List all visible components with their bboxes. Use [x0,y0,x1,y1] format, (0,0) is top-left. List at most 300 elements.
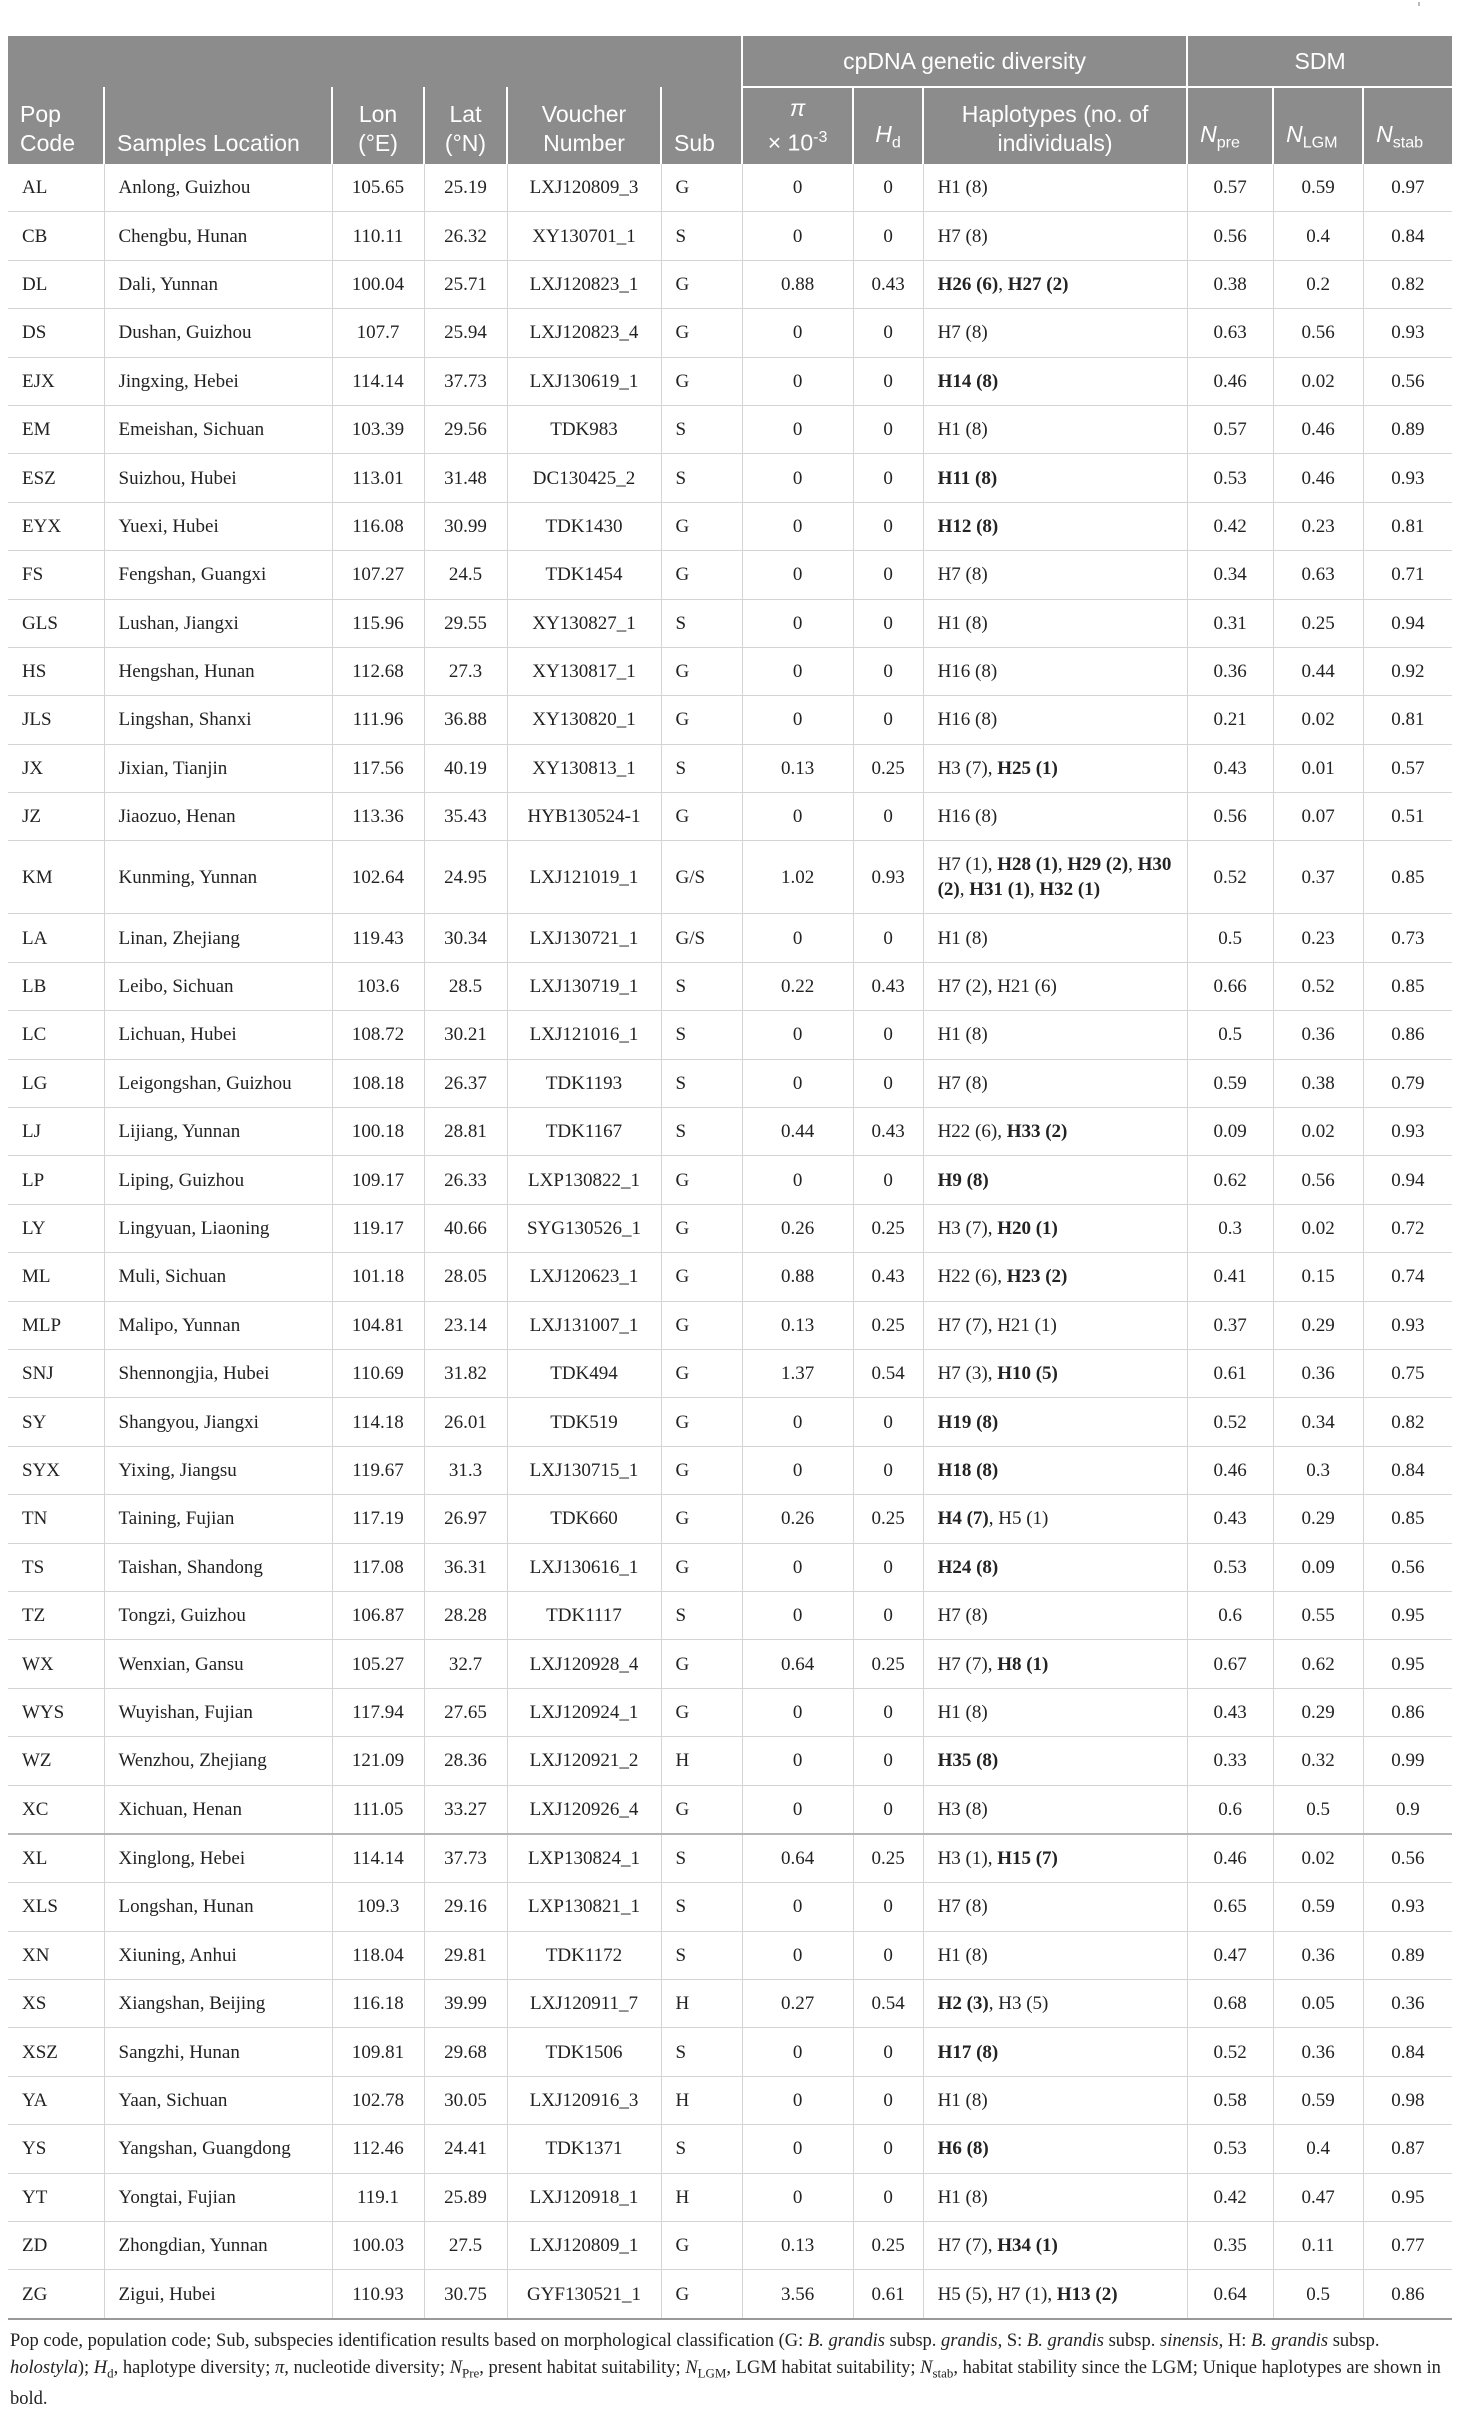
pi-cell: 0 [742,1883,853,1931]
haplotype: H12 (8) [937,515,999,537]
npre-cell: 0.37 [1187,1301,1273,1349]
nstab-cell: 0.89 [1363,405,1452,453]
npre-cell: 0.52 [1187,2028,1273,2076]
lon-cell: 105.65 [332,164,424,212]
nstab-cell: 0.79 [1363,1059,1452,1107]
nlgm-cell: 0.02 [1273,1204,1363,1252]
location-cell: Lingshan, Shanxi [104,696,332,744]
nstab-cell: 0.75 [1363,1349,1452,1397]
pop-code-cell: LA [8,914,104,962]
voucher-cell: XY130701_1 [507,212,661,260]
lon-cell: 112.68 [332,647,424,695]
hd-cell: 0.25 [853,2222,923,2270]
table-header [8,36,1452,164]
location-cell: Zhongdian, Yunnan [104,2222,332,2270]
haplotypes-cell: H7 (7), H21 (1) [923,1301,1187,1349]
haplotypes-cell [923,1737,1187,1785]
npre-cell: 0.5 [1187,914,1273,962]
nlgm-cell: 0.52 [1273,962,1363,1010]
haplotype: H7 (8) [937,225,988,247]
hd-cell: 0 [853,309,923,357]
nstab-cell: 0.86 [1363,2270,1452,2319]
hd-cell: 0.54 [853,1349,923,1397]
table-row [8,260,1452,308]
pi-cell: 0 [742,2028,853,2076]
hd-cell: 0 [853,1737,923,1785]
pop-code-cell: TS [8,1543,104,1591]
nlgm-cell: 0.59 [1273,1883,1363,1931]
sub-cell: G [661,696,742,744]
lon-cell: 111.05 [332,1785,424,1834]
sub-cell: H [661,2076,742,2124]
table-row [8,1108,1452,1156]
lat-cell: 30.34 [424,914,507,962]
haplotype: H3 (1) [937,1848,988,1870]
pi-cell: 0 [742,1446,853,1494]
table-row [8,1156,1452,1204]
lon-cell: 117.19 [332,1495,424,1543]
nstab-cell: 0.82 [1363,1398,1452,1446]
hd-cell: 0 [853,1446,923,1494]
hd-cell: 0 [853,2125,923,2173]
location-cell: Yangshan, Guangdong [104,2125,332,2173]
voucher-cell: LXJ130715_1 [507,1446,661,1494]
lon-cell: 108.72 [332,1011,424,1059]
table-row [8,2270,1452,2319]
haplotype: H14 (8) [937,370,999,392]
lon-cell: 100.03 [332,2222,424,2270]
nstab-cell: 0.94 [1363,1156,1452,1204]
table-row [8,357,1452,405]
haplotype: H2 (3) [937,1993,989,2015]
nlgm-cell: 0.09 [1273,1543,1363,1591]
nstab-cell: 0.71 [1363,551,1452,599]
lon-cell: 113.36 [332,793,424,841]
lat-cell: 25.71 [424,260,507,308]
sub-cell: G [661,1398,742,1446]
table-row [8,1204,1452,1252]
lat-cell: 30.75 [424,2270,507,2319]
header-lon: Lon (°E) [332,87,424,164]
location-cell: Kunming, Yunnan [104,841,332,914]
pi-cell: 0.22 [742,962,853,1010]
pi-cell: 0 [742,502,853,550]
haplotype: H1 (8) [937,612,988,634]
lat-cell: 36.88 [424,696,507,744]
haplotype: H3 (5) [998,1993,1049,2015]
pop-code-cell: KM [8,841,104,914]
lon-cell: 119.43 [332,914,424,962]
location-cell: Lingyuan, Liaoning [104,1204,332,1252]
location-cell: Wuyishan, Fujian [104,1688,332,1736]
haplotypes-cell [923,502,1187,550]
npre-cell: 0.52 [1187,841,1273,914]
location-cell: Jingxing, Hebei [104,357,332,405]
nstab-cell: 0.95 [1363,1640,1452,1688]
npre-cell: 0.63 [1187,309,1273,357]
hd-cell: 0 [853,696,923,744]
table-row [8,1446,1452,1494]
pi-cell: 0 [742,793,853,841]
pop-code-cell: EM [8,405,104,453]
location-cell: Emeishan, Sichuan [104,405,332,453]
lat-cell: 25.19 [424,164,507,212]
haplotype: H25 (1) [997,757,1058,779]
voucher-cell: XY130827_1 [507,599,661,647]
lon-cell: 109.3 [332,1883,424,1931]
voucher-cell: LXP130824_1 [507,1834,661,1883]
voucher-cell: TDK1117 [507,1591,661,1639]
haplotype: H10 (5) [997,1363,1058,1385]
lat-cell: 37.73 [424,357,507,405]
table-row [8,1785,1452,1834]
pop-code-cell: HS [8,647,104,695]
sub-cell: H [661,1737,742,1785]
lon-cell: 107.7 [332,309,424,357]
nlgm-cell: 0.59 [1273,164,1363,212]
pi-cell: 0 [742,164,853,212]
npre-cell: 0.43 [1187,1495,1273,1543]
location-cell: Jixian, Tianjin [104,744,332,792]
pi-cell: 0 [742,454,853,502]
haplotype: H7 (8) [937,1072,988,1094]
haplotypes-cell [923,2028,1187,2076]
voucher-cell: DC130425_2 [507,454,661,502]
nstab-cell: 0.92 [1363,647,1452,695]
haplotypes-cell: H7 (7), H8 (1) [923,1640,1187,1688]
nlgm-cell: 0.63 [1273,551,1363,599]
pi-cell: 0 [742,309,853,357]
pi-cell: 0.26 [742,1204,853,1252]
pi-cell: 0 [742,1591,853,1639]
pop-code-cell: TN [8,1495,104,1543]
nstab-cell: 0.81 [1363,502,1452,550]
nlgm-cell: 0.15 [1273,1253,1363,1301]
lon-cell: 103.39 [332,405,424,453]
hd-cell: 0.61 [853,2270,923,2319]
npre-cell: 0.46 [1187,1446,1273,1494]
pi-cell: 0 [742,1543,853,1591]
haplotype: H35 (8) [937,1750,999,1772]
npre-cell: 0.66 [1187,962,1273,1010]
location-cell: Yixing, Jiangsu [104,1446,332,1494]
npre-cell: 0.56 [1187,212,1273,260]
pi-cell: 0.64 [742,1640,853,1688]
sub-cell: S [661,1011,742,1059]
lon-cell: 116.18 [332,1980,424,2028]
lon-cell: 110.11 [332,212,424,260]
table-row [8,1931,1452,1979]
nlgm-cell: 0.37 [1273,841,1363,914]
nstab-cell: 0.72 [1363,1204,1452,1252]
location-cell: Jiaozuo, Henan [104,793,332,841]
pop-code-cell: YT [8,2173,104,2221]
location-cell: Linan, Zhejiang [104,914,332,962]
pi-cell: 0.44 [742,1108,853,1156]
npre-cell: 0.34 [1187,551,1273,599]
location-cell: Liping, Guizhou [104,1156,332,1204]
pop-code-cell: JLS [8,696,104,744]
location-cell: Xiangshan, Beijing [104,1980,332,2028]
lon-cell: 115.96 [332,599,424,647]
table-row [8,1495,1452,1543]
location-cell: Lushan, Jiangxi [104,599,332,647]
haplotype: H7 (8) [937,564,988,586]
haplotypes-cell: H22 (6), H23 (2) [923,1253,1187,1301]
hd-cell: 0 [853,212,923,260]
hd-cell: 0 [853,2028,923,2076]
haplotypes-cell [923,1398,1187,1446]
sub-cell: G/S [661,914,742,962]
table-row [8,1688,1452,1736]
lat-cell: 25.89 [424,2173,507,2221]
hd-cell: 0.43 [853,260,923,308]
nlgm-cell: 0.36 [1273,1011,1363,1059]
pop-code-cell: XL [8,1834,104,1883]
hd-cell: 0.25 [853,1834,923,1883]
table-row [8,1591,1452,1639]
haplotype: H28 (1) [997,854,1058,876]
hd-cell: 0 [853,1931,923,1979]
haplotypes-cell [923,2125,1187,2173]
table-row [8,454,1452,502]
lon-cell: 112.46 [332,2125,424,2173]
nlgm-cell: 0.23 [1273,914,1363,962]
npre-cell: 0.68 [1187,1980,1273,2028]
pop-code-cell: SY [8,1398,104,1446]
hd-cell: 0.54 [853,1980,923,2028]
nlgm-cell: 0.3 [1273,1446,1363,1494]
lon-cell: 113.01 [332,454,424,502]
hd-cell: 0 [853,2173,923,2221]
nlgm-cell: 0.02 [1273,1108,1363,1156]
nlgm-cell: 0.5 [1273,1785,1363,1834]
npre-cell: 0.53 [1187,454,1273,502]
voucher-cell: LXJ120918_1 [507,2173,661,2221]
npre-cell: 0.57 [1187,164,1273,212]
npre-cell: 0.42 [1187,2173,1273,2221]
nstab-cell: 0.84 [1363,1446,1452,1494]
pi-cell: 0 [742,551,853,599]
npre-cell: 0.64 [1187,2270,1273,2319]
pi-cell: 0 [742,1688,853,1736]
voucher-cell: TDK1172 [507,1931,661,1979]
table-row [8,599,1452,647]
pi-cell: 0 [742,1737,853,1785]
voucher-cell: XY130817_1 [507,647,661,695]
voucher-cell: TDK1371 [507,2125,661,2173]
footnote: Pop code, population code; Sub, subspecies identification results based on morphological classification (G: B. grandis subsp. grandis, S: B. grandis subsp. sinensis, H: B. grandis subsp. holostyla); $H_d$, haplotype diversity; π, nucleotide diversity; $N_{Pre}$, present habitat suitability; $N_{LGM}$, LGM habitat suitability; $N_{stab}$, habitat stability since the LGM; Unique haplotypes are shown in bold. [10,2330,1441,2410]
haplotype: H7 (8) [937,1605,988,1627]
nlgm-cell: 0.36 [1273,2028,1363,2076]
pop-code-cell: XS [8,1980,104,2028]
nstab-cell: 0.73 [1363,914,1452,962]
haplotype: H30 (2) [937,854,1172,901]
lat-cell: 29.16 [424,1883,507,1931]
hd-cell: 0 [853,599,923,647]
lon-cell: 102.64 [332,841,424,914]
lon-cell: 109.17 [332,1156,424,1204]
hd-cell: 0 [853,454,923,502]
location-cell: Lichuan, Hubei [104,1011,332,1059]
sub-cell: S [661,1591,742,1639]
pop-code-cell: YS [8,2125,104,2173]
hd-cell: 0 [853,647,923,695]
npre-cell: 0.42 [1187,502,1273,550]
hd-cell: 0.25 [853,1640,923,1688]
voucher-cell: TDK519 [507,1398,661,1446]
pop-code-cell: WZ [8,1737,104,1785]
nlgm-cell: 0.56 [1273,1156,1363,1204]
haplotypes-cell [923,599,1187,647]
lat-cell: 31.3 [424,1446,507,1494]
lon-cell: 116.08 [332,502,424,550]
sub-cell: G [661,1688,742,1736]
voucher-cell: HYB130524-1 [507,793,661,841]
voucher-cell: LXJ131007_1 [507,1301,661,1349]
pi-cell: 0 [742,1398,853,1446]
location-cell: Yaan, Sichuan [104,2076,332,2124]
pi-cell: 0 [742,2125,853,2173]
location-cell: Wenxian, Gansu [104,1640,332,1688]
pop-code-cell: DL [8,260,104,308]
pi-cell: 0.13 [742,2222,853,2270]
npre-cell: 0.3 [1187,1204,1273,1252]
lon-cell: 117.94 [332,1688,424,1736]
sub-cell: G [661,1301,742,1349]
haplotypes-cell: H3 (7), H20 (1) [923,1204,1187,1252]
table-row [8,502,1452,550]
pi-cell: 0 [742,696,853,744]
lat-cell: 23.14 [424,1301,507,1349]
table-row [8,1543,1452,1591]
nlgm-cell: 0.36 [1273,1931,1363,1979]
table-row [8,793,1452,841]
header-group-sdm: SDM [1187,36,1452,87]
header-voucher: Voucher Number [507,87,661,164]
hd-cell: 0 [853,1883,923,1931]
lat-cell: 29.81 [424,1931,507,1979]
nstab-cell: 0.93 [1363,454,1452,502]
sub-cell: G/S [661,841,742,914]
npre-cell: 0.46 [1187,357,1273,405]
haplotype: H31 (1) [969,879,1030,901]
lat-cell: 28.5 [424,962,507,1010]
pop-code-cell: TZ [8,1591,104,1639]
sub-cell: G [661,2222,742,2270]
pop-code-cell: ESZ [8,454,104,502]
npre-cell: 0.47 [1187,1931,1273,1979]
npre-cell: 0.6 [1187,1785,1273,1834]
pop-code-cell: GLS [8,599,104,647]
hd-cell: 0 [853,1398,923,1446]
location-cell: Yongtai, Fujian [104,2173,332,2221]
nstab-cell: 0.95 [1363,1591,1452,1639]
lon-cell: 114.14 [332,1834,424,1883]
haplotype: H7 (2) [937,976,988,998]
location-cell: Chengbu, Hunan [104,212,332,260]
header-pop-code: Pop Code [8,87,104,164]
table-row [8,1011,1452,1059]
haplotypes-cell [923,357,1187,405]
pi-cell: 0.88 [742,260,853,308]
nlgm-cell: 0.56 [1273,309,1363,357]
sub-cell: G [661,1253,742,1301]
lon-cell: 102.78 [332,2076,424,2124]
hd-cell: 0 [853,793,923,841]
npre-cell: 0.56 [1187,793,1273,841]
voucher-cell: LXJ130719_1 [507,962,661,1010]
haplotypes-cell: H7 (7), H34 (1) [923,2222,1187,2270]
voucher-cell: LXJ121016_1 [507,1011,661,1059]
voucher-cell: TDK660 [507,1495,661,1543]
haplotype: H6 (8) [937,2138,989,2160]
nstab-cell: 0.93 [1363,1301,1452,1349]
header-group-cpdna: cpDNA genetic diversity [742,36,1187,87]
nlgm-cell: 0.4 [1273,212,1363,260]
voucher-cell: LXJ120823_4 [507,309,661,357]
npre-cell: 0.41 [1187,1253,1273,1301]
voucher-cell: LXJ130721_1 [507,914,661,962]
table-row [8,1301,1452,1349]
table-row [8,1059,1452,1107]
voucher-cell: TDK983 [507,405,661,453]
haplotypes-cell [923,1688,1187,1736]
haplotype: H5 (1) [998,1508,1049,1530]
pop-code-cell: XN [8,1931,104,1979]
lat-cell: 27.65 [424,1688,507,1736]
lon-cell: 109.81 [332,2028,424,2076]
nlgm-cell: 0.32 [1273,1737,1363,1785]
lat-cell: 40.66 [424,1204,507,1252]
pi-cell: 0 [742,212,853,260]
sub-cell: G [661,164,742,212]
location-cell: Hengshan, Hunan [104,647,332,695]
sub-cell: G [661,1204,742,1252]
table-row [8,405,1452,453]
location-cell: Leibo, Sichuan [104,962,332,1010]
pi-cell: 0 [742,1785,853,1834]
pi-cell: 3.56 [742,2270,853,2319]
lat-cell: 24.41 [424,2125,507,2173]
voucher-cell: LXJ120924_1 [507,1688,661,1736]
haplotype: H7 (7) [937,2235,988,2257]
voucher-cell: LXJ120926_4 [507,1785,661,1834]
voucher-cell: LXJ120921_2 [507,1737,661,1785]
haplotypes-cell: H2 (3), H3 (5) [923,1980,1187,2028]
haplotypes-cell: H3 (1), H15 (7) [923,1834,1187,1883]
nstab-cell: 0.86 [1363,1011,1452,1059]
lat-cell: 30.21 [424,1011,507,1059]
npre-cell: 0.6 [1187,1591,1273,1639]
sub-cell: H [661,2173,742,2221]
lon-cell: 117.56 [332,744,424,792]
sub-cell: G [661,260,742,308]
lon-cell: 101.18 [332,1253,424,1301]
npre-cell: 0.53 [1187,2125,1273,2173]
pop-code-cell: ZG [8,2270,104,2319]
lat-cell: 28.28 [424,1591,507,1639]
nlgm-cell: 0.02 [1273,696,1363,744]
location-cell: Malipo, Yunnan [104,1301,332,1349]
voucher-cell: XY130820_1 [507,696,661,744]
haplotype: H26 (6) [937,273,999,295]
nlgm-cell: 0.29 [1273,1688,1363,1736]
nstab-cell: 0.95 [1363,2173,1452,2221]
lon-cell: 117.08 [332,1543,424,1591]
voucher-cell: SYG130526_1 [507,1204,661,1252]
lon-cell: 100.18 [332,1108,424,1156]
